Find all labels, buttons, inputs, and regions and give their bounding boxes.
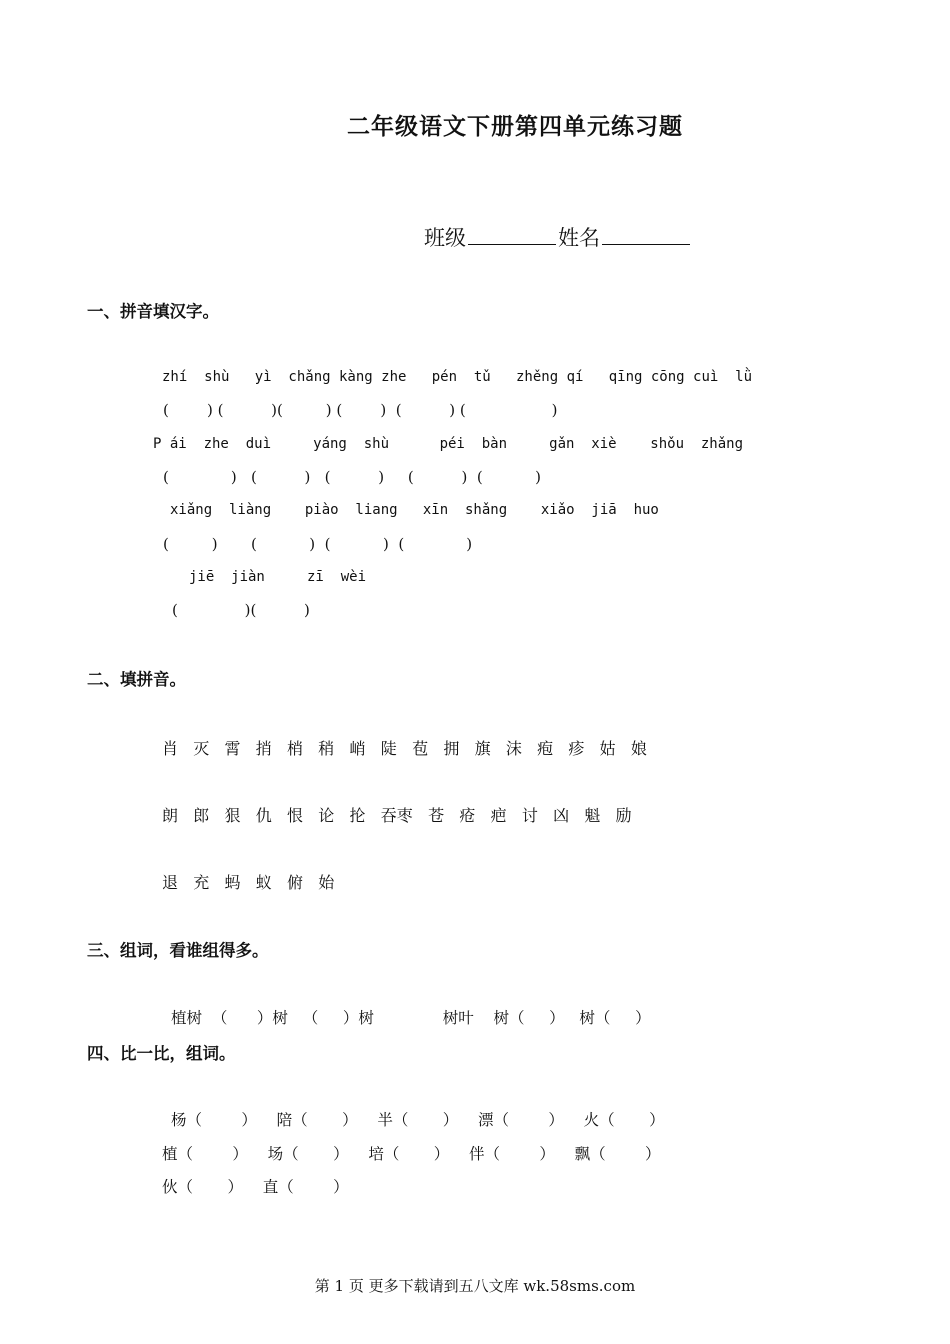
page-title: 二年级语文下册第四单元练习题: [347, 113, 683, 140]
name-label: 姓名: [558, 226, 600, 250]
compare-row-2: 植（ ） 场（ ） 培（ ） 伴（ ） 飘（ ）: [162, 1145, 661, 1163]
pinyin-row-1: zhí shù yì chǎng kàng zhe pén tǔ zhěng qí qīng cōng cuì lǜ: [162, 369, 753, 385]
paren-row-2: ( ) ( ) ( ) ( ) ( ): [163, 468, 541, 486]
word-group-line: 植树 （ ）树 （ ）树 树叶 树（ ） 树（ ）: [171, 1009, 651, 1027]
page-footer: 第 1 页 更多下载请到五八文库 wk.58sms.com: [314, 1277, 636, 1295]
class-blank: [468, 222, 556, 245]
section4-heading: 四、比一比，组词。: [87, 1044, 236, 1063]
class-name-line: [424, 222, 692, 252]
pinyin-row-2: P ái zhe duì yáng shù péi bàn gǎn xiè shǒu zhǎng: [153, 436, 744, 452]
section2-heading: 二、填拼音。: [87, 670, 186, 689]
char-row-1: 肖 灭 霄 捎 梢 稍 峭 陡 苞 拥 旗 沫 疱 疹 姑 娘: [162, 739, 647, 758]
paren-row-1: ( ) ( )( ) ( ) ( ) ( ): [163, 401, 558, 419]
char-row-3: 退 充 蚂 蚁 俯 始: [162, 873, 335, 892]
pinyin-row-4: jiē jiàn zī wèi: [189, 569, 367, 585]
name-blank: [602, 222, 690, 245]
class-label: 班级: [424, 226, 466, 250]
section3-heading: 三、组词，看谁组得多。: [87, 941, 269, 960]
compare-row-3: 伙（ ） 直（ ）: [162, 1178, 349, 1196]
char-row-2: 朗 郎 狠 仇 恨 论 抡 吞枣 苍 疮 疤 讨 凶 魁 励: [162, 806, 632, 825]
paren-row-3: ( ) ( ) ( ) ( ): [163, 535, 473, 553]
section1-heading: 一、拼音填汉字。: [87, 302, 219, 321]
pinyin-row-3: xiǎng liàng piào liang xīn shǎng xiǎo jiā huo: [170, 502, 659, 518]
paren-row-4: ( )( ): [172, 601, 310, 619]
compare-row-1: 杨（ ） 陪（ ） 半（ ） 漂（ ） 火（ ）: [171, 1111, 665, 1129]
